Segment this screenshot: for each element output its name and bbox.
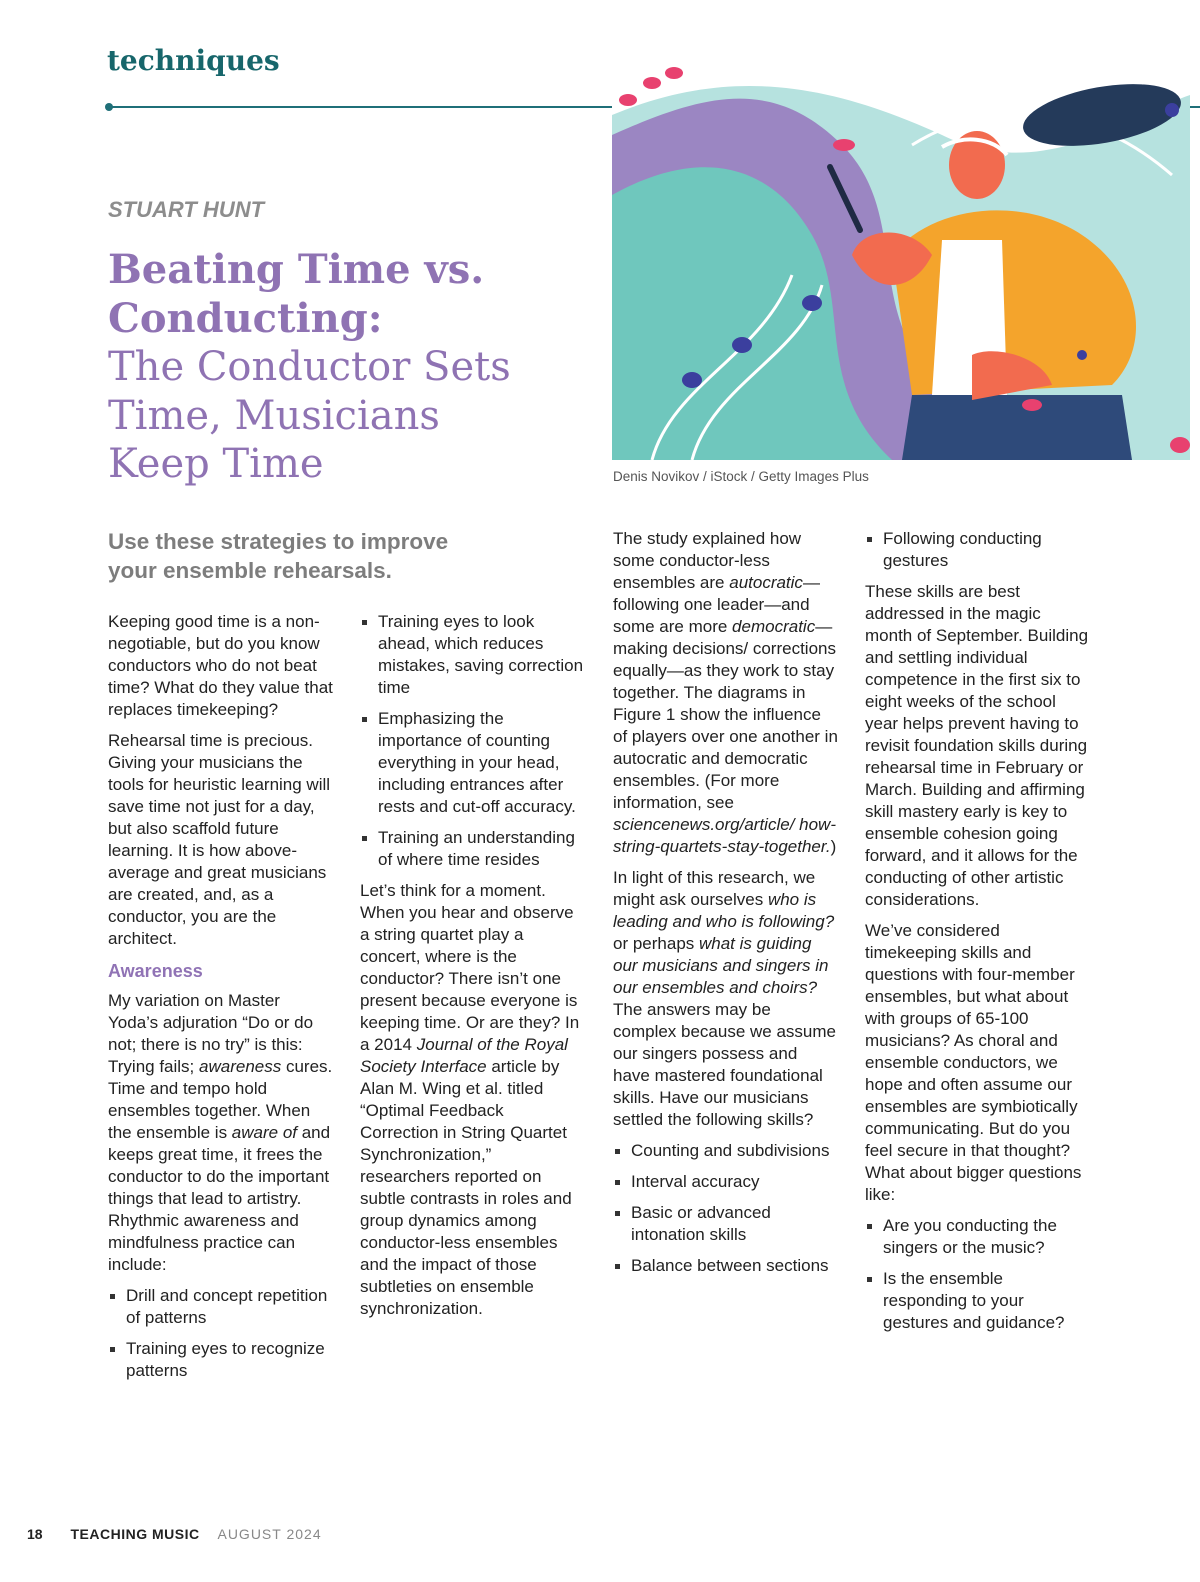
emphasis: aware of — [231, 1123, 297, 1142]
bullet-list — [865, 528, 1090, 572]
page-footer — [27, 1526, 322, 1542]
paragraph — [360, 880, 585, 1320]
list-item: Training eyes to recognize patterns — [108, 1338, 333, 1382]
text-run: The study explained how some conductor-less ensembles are — [613, 529, 802, 592]
text-run: or perhaps — [613, 934, 699, 953]
text-run: and keeps great time, it frees the conductor to do the important things that lead to artistry. Rhythmic awareness and mindfulness practice can include: — [108, 1123, 331, 1274]
list-item: Are you conducting the singers or the music? — [865, 1215, 1090, 1259]
text-run: Let’s think for a moment. When you hear and observe a string quartet play a concert, where is the conductor? There isn’t one present because everyone is keeping time. Or are they? In a 2014 — [360, 881, 580, 1054]
article-headline — [108, 246, 578, 489]
list-item: Interval accuracy — [613, 1171, 838, 1193]
headline-main-line-2: Conducting: — [108, 294, 383, 342]
header-rule-dot — [105, 103, 113, 111]
reference-url: sciencenews.org/article/ how-string-quartets-stay-together. — [613, 815, 836, 856]
emphasis: who is leading and who is following? — [613, 890, 835, 931]
column-2 — [360, 611, 585, 1329]
text-run: ) — [830, 837, 837, 856]
headline-sub-line-3: Keep Time — [108, 441, 324, 487]
deck-line-2: your ensemble rehearsals. — [108, 557, 392, 583]
section-label: techniques — [107, 44, 280, 77]
paragraph: Keeping good time is a non-negotiable, but do you know conductors who do not beat time? What do they value that replaces timekeeping? — [108, 612, 333, 719]
list-item: Basic or advanced intonation skills — [613, 1202, 838, 1246]
list-item: Counting and subdivisions — [613, 1140, 838, 1162]
publication-name: TEACHING MUSIC — [70, 1526, 200, 1542]
article-deck — [108, 528, 528, 585]
paragraph — [613, 867, 838, 1131]
emphasis: awareness — [199, 1057, 282, 1076]
list-item: Drill and concept repetition of patterns — [108, 1285, 333, 1329]
list-item: Following conducting gestures — [865, 528, 1090, 572]
photo-credit: Denis Novikov / iStock / Getty Images Plus — [613, 469, 869, 484]
author-byline: STUART HUNT — [108, 197, 265, 222]
paragraph: These skills are best addressed in the magic month of September. Building and settling individual competence in the first six to eight weeks of the school year helps prevent having to revisit foundation skills during rehearsal time in February or March. Building and affirming skill mastery early is key to ensemble cohesion going forward, and it allows for the conducting of other artistic considerations. — [865, 582, 1089, 909]
bullet-list — [360, 611, 585, 871]
text-run: article by Alan M. Wing et al. titled “Optimal Feedback Correction in String Quartet Synchronization,” researchers reported on subtle contrasts in roles and group dynamics among conductor-less ensembles and the impact of those subtleties on ensemble synchronization. — [360, 1057, 572, 1318]
page-number: 18 — [27, 1526, 43, 1542]
paragraph — [108, 990, 333, 1276]
text-run: My variation on Master Yoda’s adjuration “Do or do not; there is no try” is this: Trying fails; — [108, 991, 314, 1076]
paragraph: We’ve considered timekeeping skills and questions with four-member ensembles, but what about with groups of 65-100 musicians? As choral and ensemble conductors, we hope and often assume our ensembles are symbiotically communicating. But do you feel secure in that thought? What about bigger questions like: — [865, 921, 1082, 1204]
column-4 — [865, 528, 1090, 1343]
deck-line-1: Use these strategies to improve — [108, 529, 449, 554]
list-item: Training eyes to look ahead, which reduces mistakes, saving correction time — [360, 611, 585, 699]
emphasis: what is guiding our musicians and singers in our ensembles and choirs? — [613, 934, 829, 997]
bullet-list — [108, 1285, 333, 1382]
list-item: Emphasizing the importance of counting everything in your head, including entrances after rests and cut-off accuracy. — [360, 708, 585, 818]
emphasis: autocratic — [729, 573, 803, 592]
list-item: Is the ensemble responding to your gestures and guidance? — [865, 1268, 1090, 1334]
bullet-list — [613, 1140, 838, 1277]
headline-sub-line-1: The Conductor Sets — [108, 344, 511, 390]
journal-title: Journal of the Royal Society Interface — [360, 1035, 568, 1076]
text-run: cures. Time and tempo hold ensembles together. When the ensemble is — [108, 1057, 333, 1142]
paragraph — [613, 528, 838, 858]
emphasis: democratic — [732, 617, 816, 636]
text-run: —making decisions/ corrections equally—as they work to stay together. The diagrams in Figure 1 show the influence of players over one another in autocratic and democratic ensembles. (For more information, see — [613, 617, 838, 812]
text-run: The answers may be complex because we assume our singers possess and have mastered foundational skills. Have our musicians settled the following skills? — [613, 1000, 837, 1129]
list-item: Training an understanding of where time resides — [360, 827, 585, 871]
column-3 — [613, 528, 838, 1286]
bullet-list — [865, 1215, 1090, 1334]
issue-date: AUGUST 2024 — [217, 1526, 322, 1542]
list-item: Balance between sections — [613, 1255, 838, 1277]
column-1 — [108, 611, 333, 1391]
paragraph: Rehearsal time is precious. Giving your musicians the tools for heuristic learning will save time not just for a day, but also scaffold future learning. It is how above-average and great musicians are created, and, as a conductor, you are the architect. — [108, 731, 331, 948]
headline-sub-line-2: Time, Musicians — [108, 392, 440, 439]
headline-main-line-1: Beating Time vs. — [108, 246, 485, 293]
text-run: In light of this research, we might ask ourselves — [613, 868, 816, 909]
text-run: —following one leader—and some are more — [613, 573, 820, 636]
subheading-awareness: Awareness — [108, 961, 203, 981]
conductor-illustration — [612, 55, 1190, 460]
